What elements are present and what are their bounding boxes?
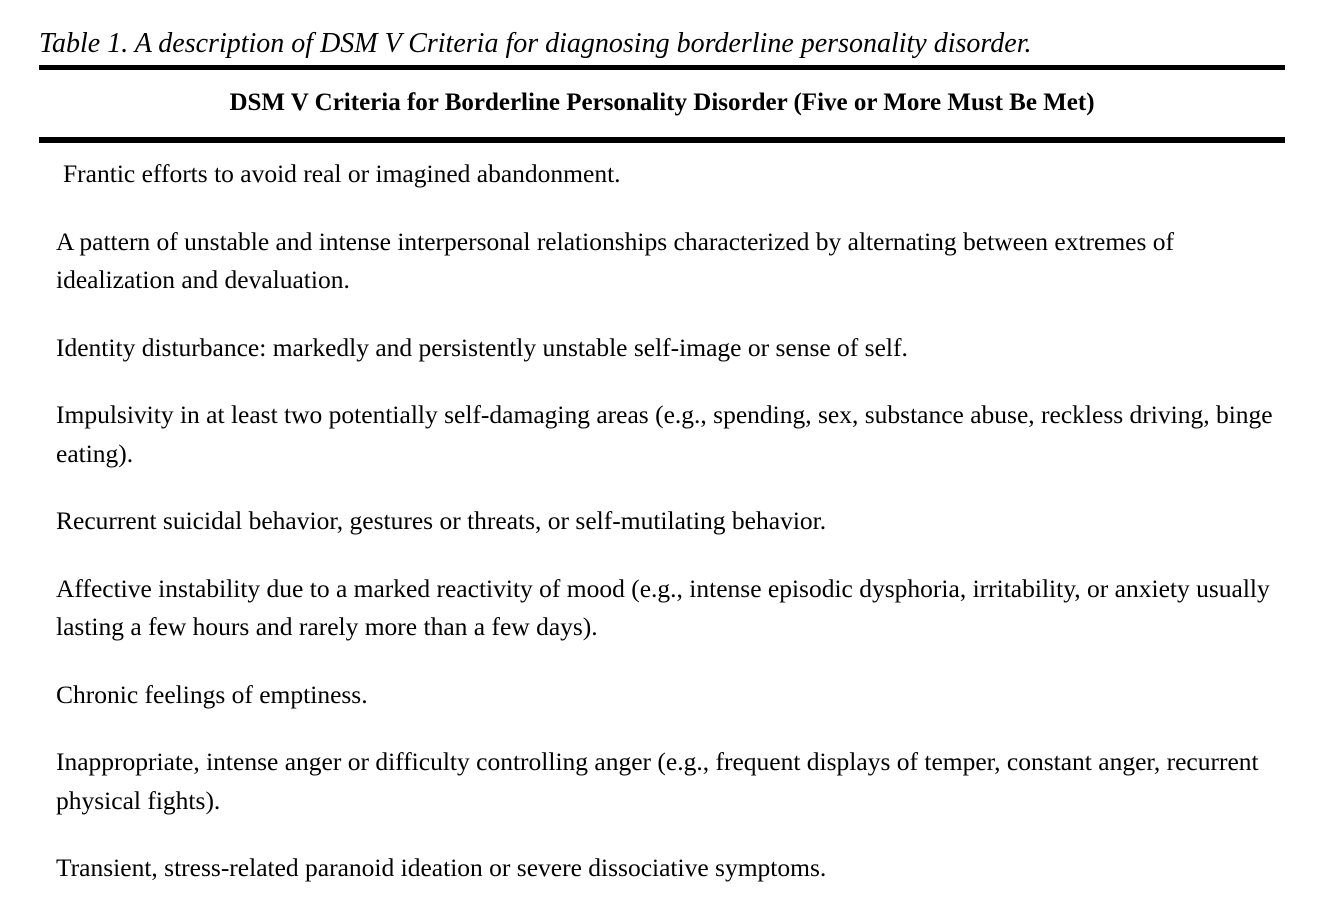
header-rule [39,137,1285,143]
criterion-item: Transient, stress-related paranoid ideation or severe dissociative symptoms. [56,853,827,882]
table-caption: Table 1. A description of DSM V Criteria for diagnosing borderline personality disorder. [39,28,1032,59]
criterion-item: Identity disturbance: markedly and persistently unstable self-image or sense of self. [56,332,908,362]
criterion-item: Frantic efforts to avoid real or imagined abandonment. [63,159,621,188]
criterion-item: A pattern of unstable and intense interpersonal relationships characterized by alternating between extremes of idealization and devaluation. [56,226,1175,294]
top-rule [39,65,1285,70]
table-header: DSM V Criteria for Borderline Personality Disorder (Five or More Must Be Met) [229,89,1095,116]
criterion-item: Chronic feelings of emptiness. [56,679,368,709]
criterion-item: Impulsivity in at least two potentially self-damaging areas (e.g., spending, sex, substance abuse, reckless driving, binge eating). [56,400,1273,468]
criteria-list [56,155,1296,917]
criterion-item: Affective instability due to a marked reactivity of mood (e.g., intense episodic dysphoria, irritability, or anxiety usually lasting a few hours and rarely more than a few days). [56,573,1270,641]
criterion-item: Recurrent suicidal behavior, gestures or threats, or self-mutilating behavior. [56,506,827,535]
criterion-item: Inappropriate, intense anger or difficulty controlling anger (e.g., frequent displays of temper, constant anger, recurrent physical fights). [56,747,1259,815]
